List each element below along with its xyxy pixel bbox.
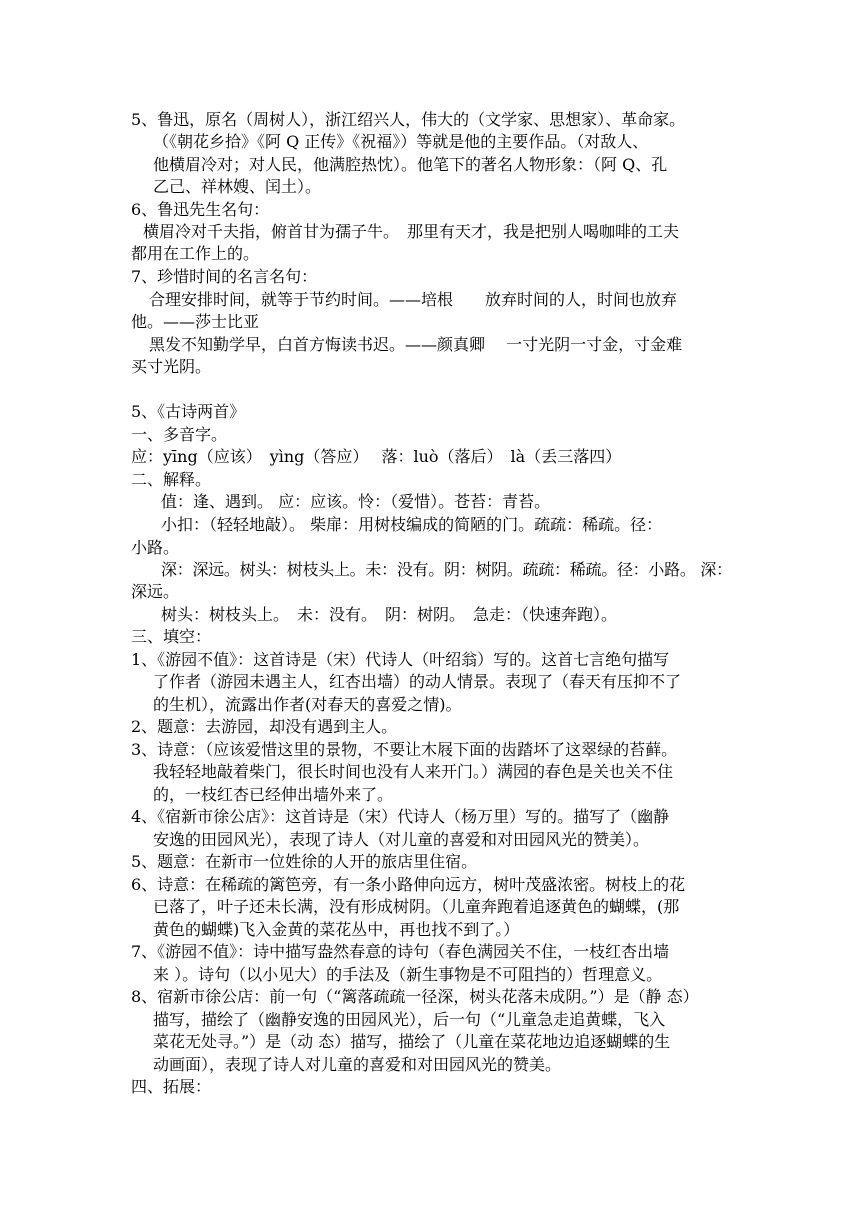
text-line: 描写，描绘了（幽静安逸的田园风光），后一句（“儿童急走追黄蝶，飞入 <box>153 1010 666 1029</box>
text-line: 6、鲁迅先生名句： <box>131 200 270 219</box>
text-line: 我轻轻地敲着柴门，很长时间也没有人来开门。）满园的春色是关也关不住 <box>153 762 674 781</box>
text-line: 树头：树枝头上。 未：没有。 阴：树阴。 急走：（快速奔跑）。 <box>161 605 618 624</box>
text-line: 深远。 <box>131 582 180 601</box>
text-line: 他。——莎士比亚 <box>131 312 260 331</box>
text-line: 买寸光阴。 <box>131 357 212 376</box>
text-line: 5、题意：在新市一位姓徐的人开的旅店里住宿。 <box>131 852 478 871</box>
section-heading: 5、《古诗两首》 <box>131 402 246 421</box>
text-line: 黑发不知勤学早，白首方悔读书迟。——颜真卿 一寸光阴一寸金，寸金难 <box>149 335 683 354</box>
text-line: 1、《游园不值》：这首诗是（宋）代诗人（叶绍翁）写的。这首七言绝句描写 <box>131 650 670 669</box>
text-line: 安逸的田园风光），表现了诗人（对儿童的喜爱和对田园风光的赞美）。 <box>153 830 650 849</box>
text-line: 一、多音字。 <box>131 425 228 444</box>
text-line: 的生机），流露出作者(对春天的喜爱之情)。 <box>153 695 462 714</box>
text-line: 2、题意：去游园，却没有遇到主人。 <box>131 717 398 736</box>
text-line: 6、诗意：在稀疏的篱笆旁，有一条小路伸向远方，树叶茂盛浓密。树枝上的花 <box>131 875 686 894</box>
text-line: 7、珍惜时间的名言名句： <box>131 267 318 286</box>
text-line: 已落了，叶子还未长满，没有形成树阴。（儿童奔跑着追逐黄色的蝴蝶，(那 <box>153 897 680 916</box>
text-line: 来 ）。诗句（以小见大）的手法及（新生事物是不可阻挡的）哲理意义。 <box>153 965 663 984</box>
text-line: 的，一枝红杏已经伸出墙外来了。 <box>153 785 394 804</box>
text-line: 了作者（游园未遇主人，红杏出墙）的动人情景。表现了（春天有压抑不了 <box>153 672 682 691</box>
text-line: 值：逢、遇到。 应：应该。怜：（爱惜）。苍苔：青苔。 <box>161 492 551 511</box>
text-line: 3、诗意：（应该爱惜这里的景物，不要让木屐下面的齿踏坏了这翠绿的苔藓。 <box>131 740 678 759</box>
text-line: 应：yīng（应该） yìng（答应） 落：luò（落后） là（丢三落四） <box>131 447 622 466</box>
text-line: 7、《游园不值》：诗中描写盎然春意的诗句（春色满园关不住，一枝红杏出墙 <box>131 942 670 961</box>
text-line: 他横眉冷对；对人民，他满腔热忱）。他笔下的著名人物形象：（阿 Q、孔 <box>153 155 668 174</box>
text-line: （《朝花乡拾》《阿 Q 正传》《祝福》）等就是他的主要作品。（对敌人、 <box>153 132 649 151</box>
text-line: 四、拓展： <box>131 1077 212 1096</box>
text-line: 小路。 <box>131 538 180 557</box>
text-line: 合理安排时间，就等于节约时间。——培根 放弃时间的人，时间也放弃 <box>149 290 678 309</box>
text-line: 都用在工作上的。 <box>131 244 260 263</box>
text-line: 三、填空： <box>131 627 212 646</box>
text-line: 黄色的蝴蝶)飞入金黄的菜花丛中，再也找不到了。） <box>153 920 520 939</box>
text-line: 动画面），表现了诗人对儿童的喜爱和对田园风光的赞美。 <box>153 1055 562 1074</box>
text-line: 8、宿新市徐公店：前一句（“篱落疏疏一径深，树头花落未成阴。”）是（静 态） <box>131 987 699 1006</box>
text-line: 5、鲁迅，原名（周树人），浙江绍兴人，伟大的（文学家、思想家）、革命家。 <box>131 110 686 129</box>
text-line: 二、解释。 <box>131 470 212 489</box>
text-line: 小扣：（轻轻地敲）。 柴扉：用树枝编成的简陋的门。疏疏：稀疏。径： <box>161 515 663 534</box>
text-line: 4、《宿新市徐公店》：这首诗是（宋）代诗人（杨万里）写的。描写了（幽静 <box>131 807 670 826</box>
text-line: 乙己、祥林嫂、闰土）。 <box>153 177 322 196</box>
text-line: 深：深远。树头：树枝头上。未：没有。阴：树阴。疏疏：稀疏。径：小路。 深： <box>161 560 732 579</box>
text-line: 横眉冷对千夫指，俯首甘为孺子牛。 那里有天才，我是把别人喝咖啡的工夫 <box>143 222 680 241</box>
text-line: 菜花无处寻。”）是（动 态）描写，描绘了（儿童在菜花地边追逐蝴蝶的生 <box>153 1032 671 1051</box>
